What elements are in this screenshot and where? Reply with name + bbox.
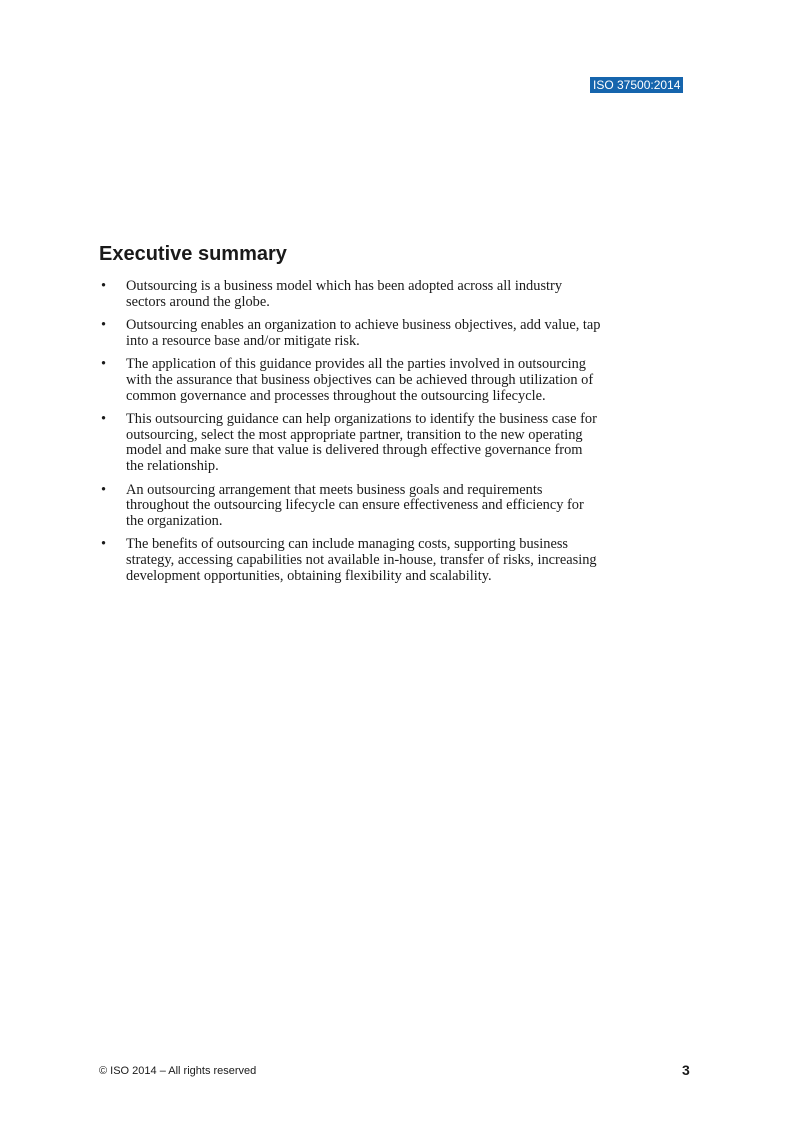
list-item-line: The benefits of outsourcing can include managing costs, supporting business: [126, 536, 569, 553]
bullet-icon: •: [101, 481, 107, 498]
executive-summary-list: [99, 279, 699, 592]
standard-number-badge: ISO 37500:2014: [590, 77, 683, 93]
list-item-line: An outsourcing arrangement that meets business goals and requirements: [126, 481, 543, 498]
list-item-line: the organization.: [126, 512, 223, 529]
list-item-line: model and make sure that value is delivered through effective governance from: [126, 442, 583, 459]
list-item: [99, 318, 699, 349]
list-item: [99, 279, 699, 310]
copyright-notice: © ISO 2014 – All rights reserved: [99, 1065, 257, 1077]
list-item-line: Outsourcing enables an organization to achieve business objectives, add value, tap: [126, 317, 601, 334]
list-item: [99, 537, 699, 584]
bullet-icon: •: [101, 356, 107, 373]
list-item: [99, 412, 699, 474]
list-item: [99, 357, 699, 404]
section-title: Executive summary: [99, 243, 287, 265]
list-item-line: throughout the outsourcing lifecycle can ensure effectiveness and efficiency for: [126, 497, 584, 514]
bullet-icon: •: [101, 411, 107, 428]
bullet-icon: •: [101, 536, 107, 553]
list-item-line: into a resource base and/or mitigate risk.: [126, 332, 360, 349]
list-item-line: strategy, accessing capabilities not available in-house, transfer of risks, increasing: [126, 551, 597, 568]
list-item: [99, 483, 699, 530]
list-item-line: sectors around the globe.: [126, 293, 270, 310]
list-item-line: common governance and processes throughout the outsourcing lifecycle.: [126, 387, 546, 404]
list-item-line: development opportunities, obtaining flexibility and scalability.: [126, 567, 492, 584]
list-item-line: Outsourcing is a business model which has been adopted across all industry: [126, 278, 563, 294]
list-item-line: This outsourcing guidance can help organizations to identify the business case for: [126, 411, 597, 428]
page-number: 3: [682, 1062, 690, 1078]
list-item-line: with the assurance that business objectives can be achieved through utilization of: [126, 371, 594, 388]
bullet-icon: •: [101, 278, 107, 294]
list-item-line: outsourcing, select the most appropriate partner, transition to the new operating: [126, 426, 583, 443]
list-item-line: The application of this guidance provides all the parties involved in outsourcing: [126, 356, 586, 373]
list-item-line: the relationship.: [126, 457, 219, 474]
bullet-icon: •: [101, 317, 107, 334]
